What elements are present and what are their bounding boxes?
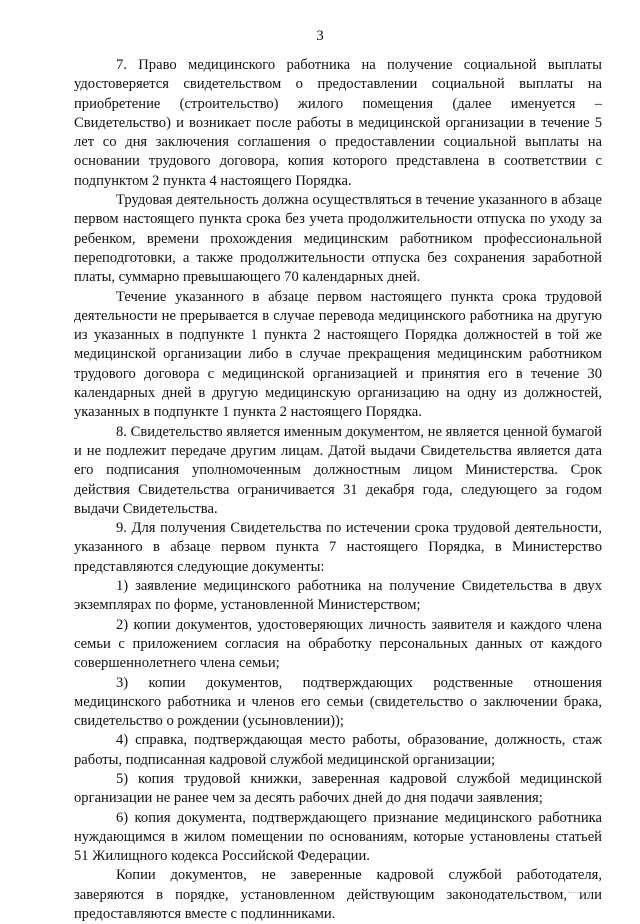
paragraph-8-certificate-validity: 8. Свидетельство является именным документом, не является ценной бумагой и не подлежит передаче другим лицам. Датой выдачи Свидетельства является дата его подписания уполномоченным должностным лицом Министерства. Срок действия Свидетельства ограничивается 31 декабря года, следующего за годом выдачи Свидетельства. [74,423,602,517]
document-body [74,56,602,924]
paragraph-work-duration: Трудовая деятельность должна осуществляться в течение указанного в абзаце первом настоящего пункта срока без учета продолжительности отпуска по уходу за ребенком, времени прохождения медицинским работником профессиональной переподготовки, а также продолжительности отпуска без сохранения заработной платы, суммарно превышающего 70 календарных дней. [74,192,602,286]
list-item-housing-need-document: 6) копия документа, подтверждающего признание медицинского работника нуждающимся в жилом помещении по основаниям, которые установлены статьей 51 Жилищного кодекса Российской Федерации. [74,809,602,865]
paragraph-copies-certification: Копии документов, не заверенные кадровой службой работодателя, заверяются в порядке, установленном действующим законодательством, или предоставляются вместе с подлинниками. [74,867,602,923]
list-item-family-relation-copies: 3) копии документов, подтверждающих родственные отношения медицинского работника и членов его семьи (свидетельство о заключении брака, свидетельство о рождении (усыновлении)); [74,674,602,730]
page-number: 3 [316,28,324,44]
list-item-employment-reference: 4) справка, подтверждающая место работы, образование, должность, стаж работы, подписанная кадровой службой медицинской организации; [74,732,602,768]
list-item-identity-copies: 2) копии документов, удостоверяющих личность заявителя и каждого члена семьи с приложением согласия на обработку персональных данных от каждого совершеннолетнего члена семьи; [74,616,602,672]
list-item-work-book-copy: 5) копия трудовой книжки, заверенная кадровой службой медицинской организации не ранее чем за десять рабочих дней до дня подачи заявления; [74,770,602,807]
paragraph-work-continuity: Течение указанного в абзаце первом настоящего пункта срока трудовой деятельности не прерывается в случае перевода медицинского работника на другую из указанных в подпункте 1 пункта 2 настоящего Порядка должностей в той же медицинской организации либо в случае прекращения медицинским работником трудового договора с медицинской организацией и принятия его в течение 30 календарных дней в другую медицинскую организацию на одну из должностей, указанных в подпункте 1 пункта 2 настоящего Порядка. [74,288,602,421]
paragraph-9-required-documents: 9. Для получения Свидетельства по истечении срока трудовой деятельности, указанного в абзаце первом пункта 7 настоящего Порядка, в Министерство представляются следующие документы: [74,520,602,575]
scan-corner-mark [568,886,594,893]
list-item-application: 1) заявление медицинского работника на получение Свидетельства в двух экземплярах по форме, установленной Министерством; [74,578,602,614]
paragraph-7-right-confirmation: 7. Право медицинского работника на получение социальной выплаты удостоверяется свидетельством о предоставлении социальной выплаты на приобретение (строительство) жилого помещения (далее именуется – Свидетельство) и возникает после работы в медицинской организации в течение 5 лет со дня заключения соглашения о предоставлении социальной выплаты на основании трудового договора, копия которого представлена в соответствии с подпунктом 2 пункта 4 настоящего Порядка. [74,57,602,189]
